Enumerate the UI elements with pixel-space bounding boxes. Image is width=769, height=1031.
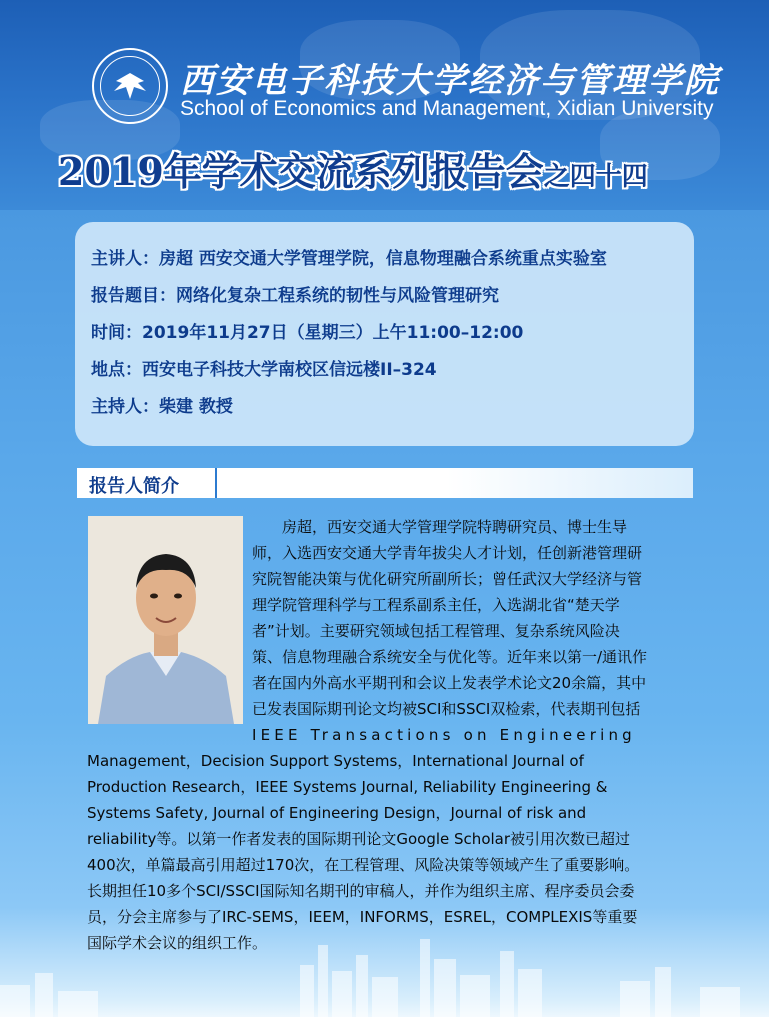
bio-line: 策、信息物理融合系统安全与优化等。近年来以第一/通讯作 [252, 648, 648, 666]
bio-line: reliability等。以第一作者发表的国际期刊论文Google Scholar被引用次数已超过 [87, 830, 631, 848]
header-banner [0, 0, 769, 210]
bio-line: 者”计划。主要研究领域包括工程管理、复杂系统风险决 [252, 622, 620, 640]
city-skyline-decoration [0, 925, 769, 1031]
series-title-main: 2019年学术交流系列报告会 [58, 149, 544, 194]
location-line: 地点：西安电子科技大学南校区信远楼II–324 [91, 360, 437, 380]
bio-paragraph-top [252, 514, 690, 748]
bio-section-header [77, 468, 693, 498]
bio-line: 400次，单篇最高引用超过170次，在工程管理、风险决策等领域产生了重要影响。 [87, 856, 640, 874]
time-line: 时间：2019年11月27日（星期三）上午11:00–12:00 [91, 323, 524, 343]
university-logo [92, 48, 168, 124]
speaker-line: 主讲人：房超 西安交通大学管理学院，信息物理融合系统重点实验室 [91, 249, 607, 269]
school-name-en: School of Economics and Management, Xidian University [180, 97, 714, 120]
lecture-series-title [58, 141, 648, 196]
lecture-info-panel [75, 222, 694, 446]
bio-line: 已发表国际期刊论文均被SCI和SSCI双检索，代表期刊包括 [252, 700, 641, 718]
bio-line: Management，Decision Support Systems，International Journal of [87, 752, 584, 770]
bio-line: Systems Safety, Journal of Engineering Design，Journal of risk and [87, 804, 587, 822]
bio-line: Production Research，IEEE Systems Journal, Reliability Engineering & [87, 778, 608, 796]
bio-line: 房超，西安交通大学管理学院特聘研究员、博士生导 [282, 518, 628, 536]
bio-line: 员，分会主席参与了IRC-SEMS，IEEM，INFORMS，ESREL，COMPLEXIS等重要 [87, 908, 638, 926]
bio-line: 理学院管理科学与工程系副系主任，入选湖北省“楚天学 [252, 596, 620, 614]
eagle-emblem-icon [110, 69, 150, 103]
bio-line: 师，入选西安交通大学青年拔尖人才计划，任创新港管理研 [252, 544, 643, 562]
school-name-cn: 西安电子科技大学经济与管理学院 [180, 61, 720, 101]
bio-line: IEEE Transactions on Engineering [252, 726, 636, 744]
topic-line: 报告题目：网络化复杂工程系统的韧性与风险管理研究 [91, 286, 499, 306]
series-number: 之四十四 [543, 162, 648, 192]
bio-section-title: 报告人简介 [89, 476, 179, 497]
bio-line: 国际学术会议的组织工作。 [87, 934, 268, 952]
bio-line: 者在国内外高水平期刊和会议上发表学术论文20余篇，其中 [252, 674, 647, 692]
speaker-photo [88, 516, 243, 724]
bio-line: 究院智能决策与优化研究所副所长；曾任武汉大学经济与管 [252, 570, 643, 588]
bio-line: 长期担任10多个SCI/SSCI国际知名期刊的审稿人，并作为组织主席、程序委员会委 [87, 882, 635, 900]
host-line: 主持人：柴建 教授 [91, 397, 233, 417]
